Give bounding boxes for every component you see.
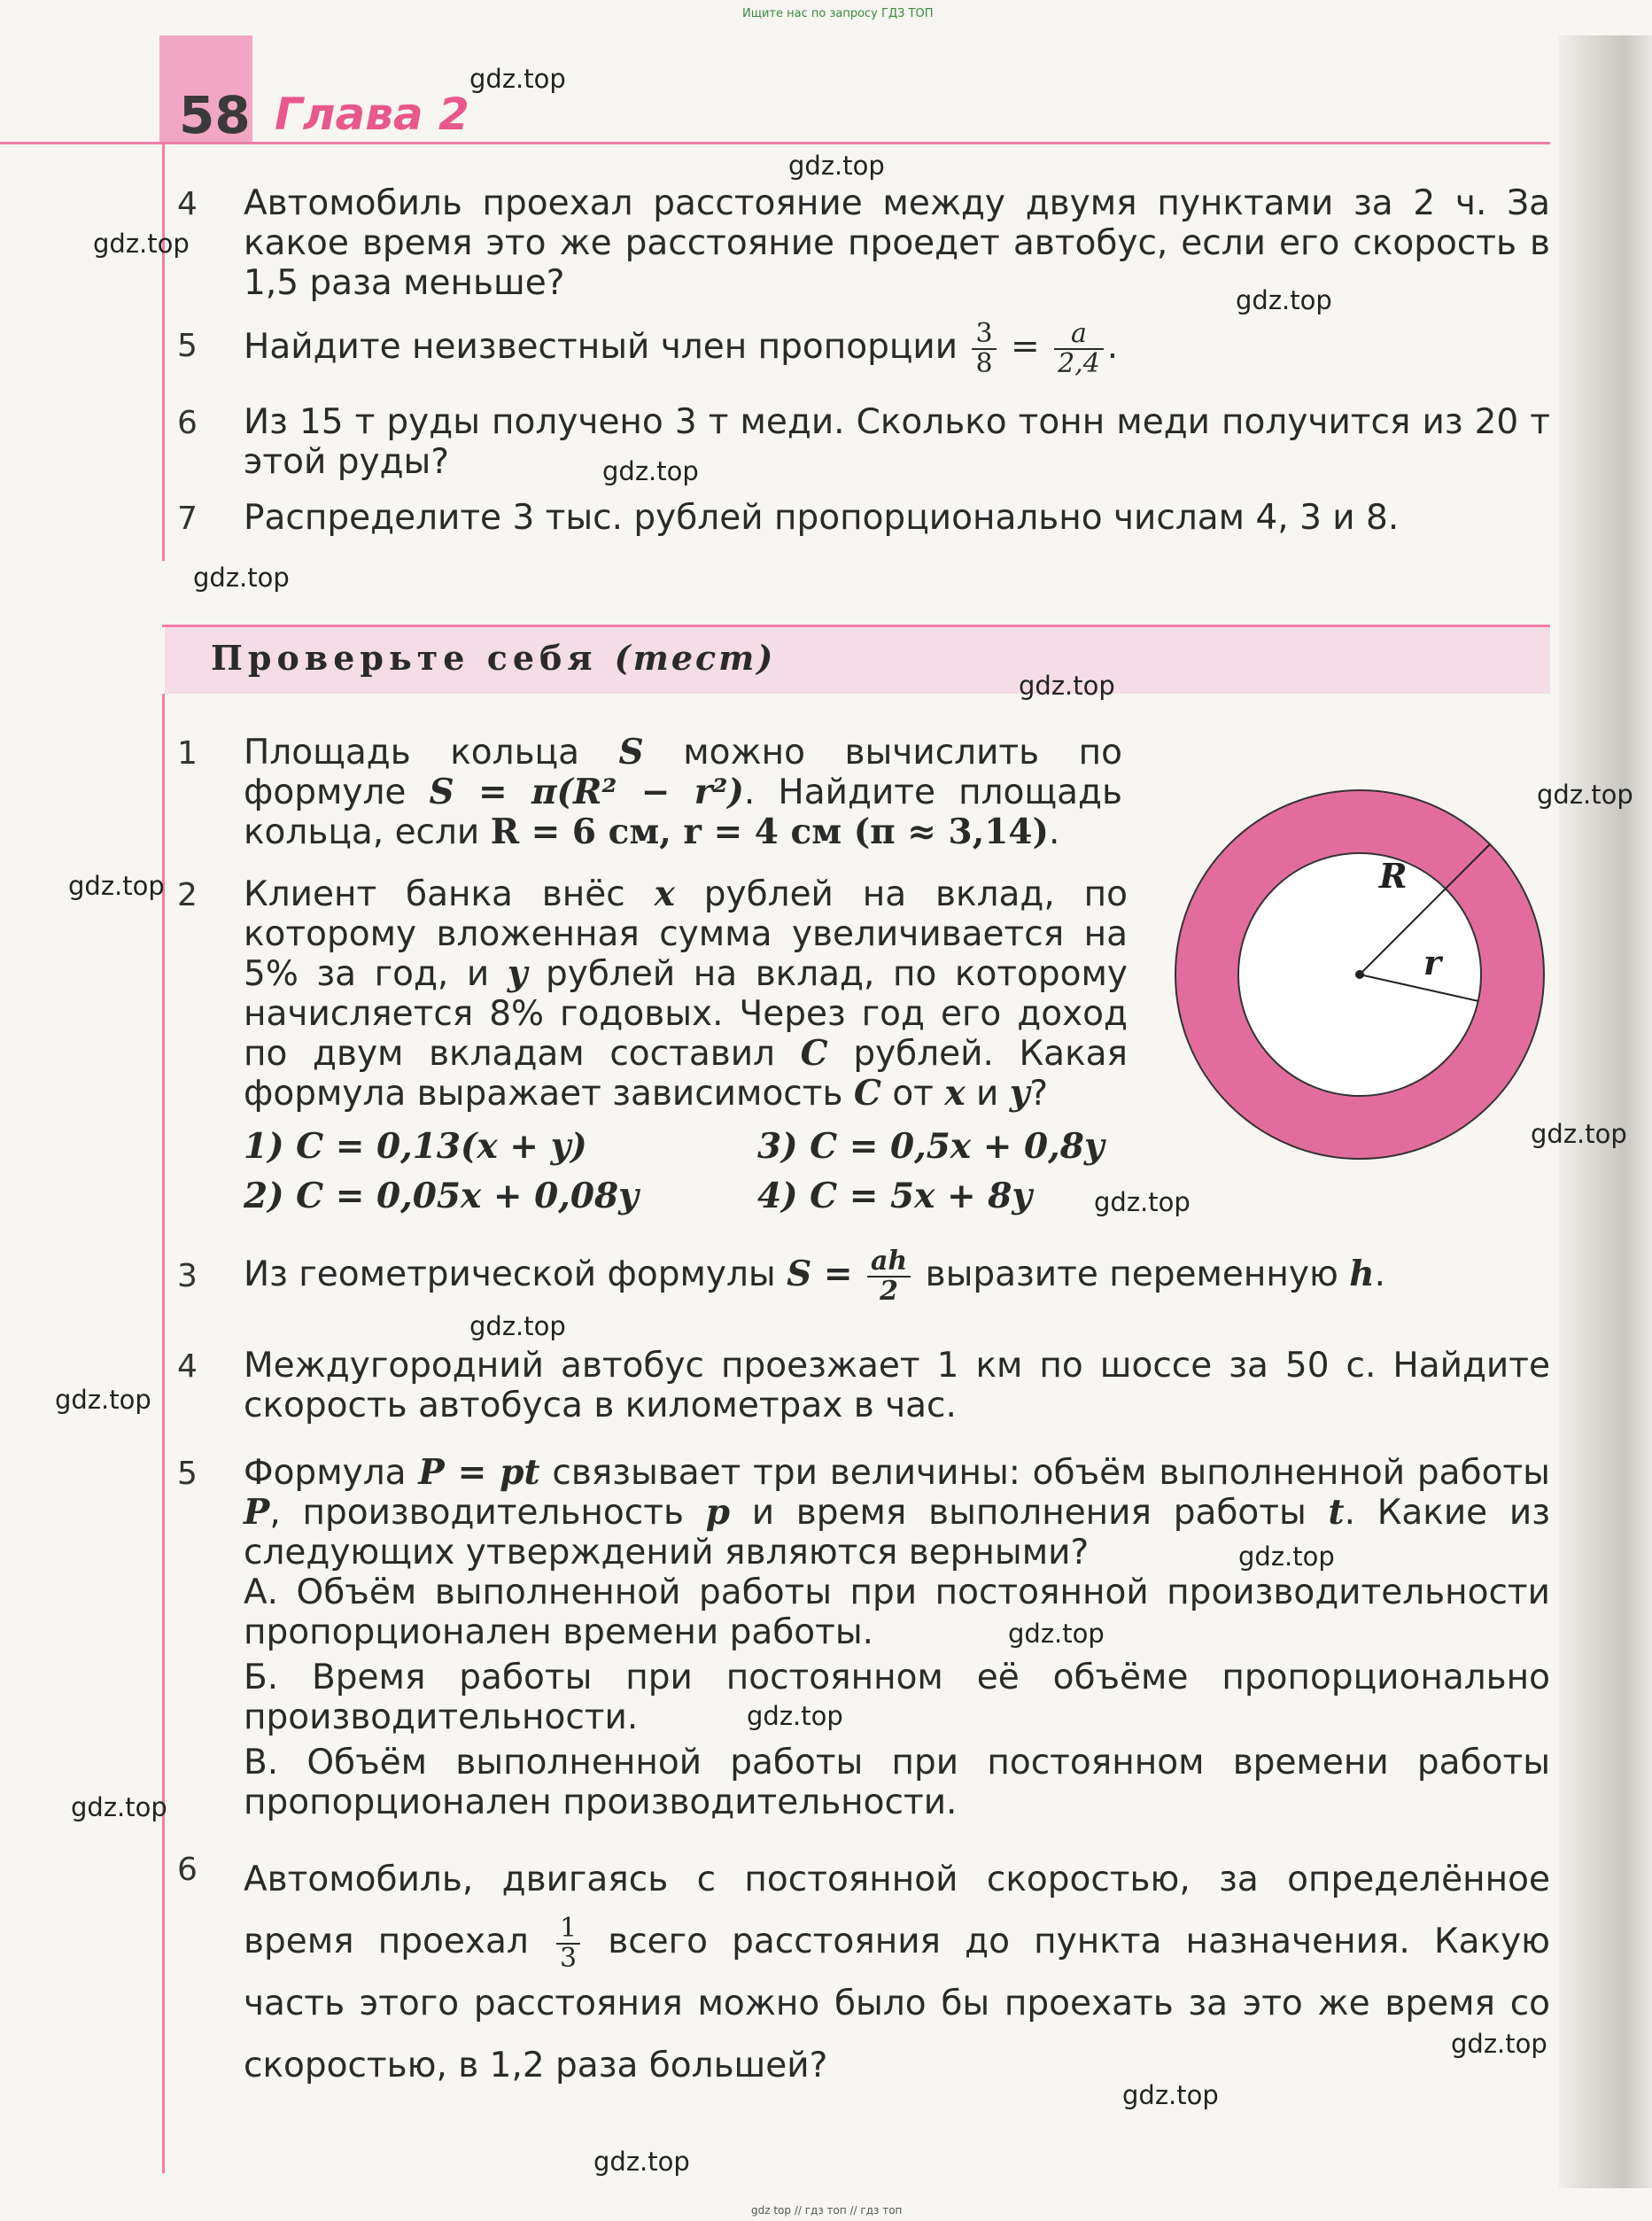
watermark: gdz.top bbox=[469, 1311, 566, 1341]
text-part: можно вычислить по формуле bbox=[244, 733, 1122, 812]
test-question-3 bbox=[244, 1239, 1550, 1310]
given-values: R = 6 см, r = 4 см (π ≈ 3,14) bbox=[490, 812, 1049, 852]
variable: S bbox=[618, 732, 644, 773]
variable: x bbox=[654, 874, 675, 914]
answer-option: 1) C = 0,13(x + y) bbox=[244, 1126, 587, 1167]
variable: p bbox=[705, 1492, 730, 1533]
text-part: выразите переменную bbox=[925, 1254, 1338, 1294]
fraction-numerator: 3 bbox=[972, 320, 996, 350]
item-number: 5 bbox=[177, 328, 198, 364]
text-part: Формула bbox=[244, 1453, 407, 1493]
exercise-text: Распределите 3 тыс. рублей пропорционально числам 4, 3 и 8. bbox=[244, 498, 1400, 538]
text-part: Из геометрической формулы bbox=[244, 1254, 776, 1294]
section-title-main: Проверьте себя bbox=[211, 638, 598, 678]
watermark: gdz.top bbox=[193, 563, 290, 593]
formula: P = pt bbox=[418, 1452, 540, 1493]
item-number: 1 bbox=[177, 735, 198, 772]
ring-figure bbox=[1174, 788, 1546, 1161]
fraction bbox=[556, 1914, 580, 1973]
punctuation: . bbox=[1049, 812, 1060, 852]
text-part: рублей. Какая формула выражает зависимость bbox=[244, 1034, 1128, 1114]
answer-option: 2) C = 0,05x + 0,08y bbox=[244, 1176, 639, 1216]
page-number: 58 bbox=[179, 85, 251, 145]
watermark: gdz.top bbox=[1122, 2080, 1219, 2110]
text-part: связывает три величины: объём выполненной работы bbox=[552, 1453, 1550, 1493]
test-question-6 bbox=[244, 1849, 1550, 2097]
label-r: r bbox=[1423, 943, 1442, 982]
watermark: gdz.top bbox=[1238, 1541, 1335, 1572]
punctuation: . bbox=[1106, 327, 1119, 367]
fraction bbox=[972, 317, 996, 379]
fraction bbox=[1054, 317, 1104, 379]
bottom-note: gdz top // гдз топ // гдз топ bbox=[751, 2204, 903, 2217]
text-part: Клиент банка внёс bbox=[244, 874, 625, 914]
fraction-numerator: ah bbox=[867, 1247, 911, 1277]
variable: x bbox=[944, 1073, 966, 1114]
exercise-text: Из 15 т руды получено 3 т меди. Сколько тонн меди получится из 20 т этой руды? bbox=[244, 402, 1550, 482]
answer-option: 4) C = 5x + 8y bbox=[757, 1176, 1033, 1216]
test-question-5 bbox=[244, 1453, 1550, 1573]
watermark: gdz.top bbox=[93, 229, 190, 259]
equals-sign: = bbox=[1010, 327, 1040, 367]
variable: P bbox=[244, 1492, 270, 1533]
variable: C bbox=[800, 1033, 828, 1074]
variable: t bbox=[1328, 1492, 1345, 1533]
item-number: 4 bbox=[177, 1348, 198, 1385]
watermark: gdz.top bbox=[1531, 1119, 1627, 1149]
text-part: . Найдите площадь кольца, если bbox=[244, 773, 1122, 852]
text-part: , производительность bbox=[269, 1493, 684, 1533]
text-part: Автомобиль, двигаясь с постоянной скоростью, за определённое время проехал bbox=[244, 1860, 1550, 1961]
fraction-denominator: 2 bbox=[880, 1275, 899, 1307]
test-question-1 bbox=[244, 733, 1122, 852]
variable: h bbox=[1349, 1254, 1375, 1294]
watermark: gdz.top bbox=[602, 456, 699, 486]
statement-b: Б. Время работы при постоянном её объёме пропорционально производительности. bbox=[244, 1658, 1550, 1737]
fraction-denominator: 2,4 bbox=[1058, 347, 1100, 379]
watermark: gdz.top bbox=[593, 2147, 690, 2177]
center-point bbox=[1355, 970, 1364, 979]
fraction bbox=[867, 1247, 911, 1306]
punctuation: . bbox=[1374, 1254, 1385, 1294]
exercise-text: Автомобиль проехал расстояние между двумя пунктами за 2 ч. За какое время это же расстояние проедет автобус, если его скорость в 1,5 раза меньше? bbox=[244, 183, 1550, 303]
watermark: gdz.top bbox=[1451, 2029, 1547, 2059]
item-number: 6 bbox=[177, 405, 198, 441]
watermark: gdz.top bbox=[68, 871, 165, 901]
fraction-numerator: a bbox=[1054, 320, 1104, 350]
text-part: рублей на вклад, по которому начисляется 8% годовых. Через год его доход по двум вкладам составил bbox=[244, 954, 1128, 1074]
item-number: 6 bbox=[177, 1852, 198, 1888]
text-part: всего расстояния до пункта назначения. Какую часть этого расстояния можно было бы проехать за это же время со скоростью, в 1,2 раза большей? bbox=[244, 1922, 1551, 2085]
punctuation: ? bbox=[1029, 1074, 1049, 1114]
section-title bbox=[211, 638, 775, 678]
item-number: 5 bbox=[177, 1456, 198, 1492]
formula-lhs: S = bbox=[787, 1254, 853, 1294]
statement-a: А. Объём выполненной работы при постоянной производительности пропорционален времени работы. bbox=[244, 1573, 1550, 1652]
answer-option: 3) C = 0,5x + 0,8y bbox=[757, 1126, 1105, 1167]
text-part: и bbox=[975, 1074, 999, 1114]
text-part: рублей на вклад, по которому вложенная сумма увеличивается на 5% за год, и bbox=[244, 874, 1128, 994]
text-part: Площадь кольца bbox=[244, 733, 579, 773]
section-title-paren: (тест) bbox=[614, 638, 776, 678]
page-binding-shadow bbox=[1559, 35, 1652, 2188]
watermark: gdz.top bbox=[55, 1385, 151, 1415]
fraction-numerator: 1 bbox=[556, 1914, 580, 1945]
left-margin-rule bbox=[162, 694, 165, 2173]
label-R: R bbox=[1379, 856, 1408, 896]
watermark: gdz.top bbox=[71, 1792, 167, 1822]
test-question-4: Междугородний автобус проезжает 1 км по шоссе за 50 с. Найдите скорость автобуса в километрах в час. bbox=[244, 1346, 1550, 1425]
watermark: gdz.top bbox=[1008, 1619, 1105, 1649]
statement-c: В. Объём выполненной работы при постоянном времени работы пропорционален производительности. bbox=[244, 1743, 1550, 1822]
watermark: gdz.top bbox=[788, 151, 885, 181]
text-part: и время выполнения работы bbox=[751, 1493, 1307, 1533]
watermark: gdz.top bbox=[1019, 671, 1115, 701]
watermark: gdz.top bbox=[1236, 285, 1332, 315]
test-question-2 bbox=[244, 874, 1128, 1114]
chapter-title: Глава 2 bbox=[275, 89, 469, 140]
variable: y bbox=[507, 953, 528, 994]
exercise-text-part: Найдите неизвестный член пропорции bbox=[244, 327, 958, 367]
item-number: 7 bbox=[177, 501, 198, 537]
variable: y bbox=[1009, 1073, 1030, 1114]
left-margin-rule bbox=[162, 144, 165, 561]
formula: S = π(R² − r²) bbox=[429, 772, 744, 812]
variable: C bbox=[853, 1073, 881, 1114]
watermark: gdz.top bbox=[469, 64, 566, 94]
text-part: от bbox=[892, 1074, 934, 1114]
watermark: gdz.top bbox=[1537, 780, 1633, 810]
item-number: 4 bbox=[177, 186, 198, 222]
item-number: 2 bbox=[177, 877, 198, 913]
watermark: gdz.top bbox=[747, 1701, 843, 1731]
exercise-text bbox=[244, 312, 1550, 383]
fraction-denominator: 8 bbox=[975, 347, 993, 379]
item-number: 3 bbox=[177, 1258, 198, 1294]
watermark: gdz.top bbox=[1094, 1187, 1191, 1217]
text-part: . Какие из следующих утверждений являются верными? bbox=[244, 1493, 1550, 1573]
top-note: Ищите нас по запросу ГДЗ ТОП bbox=[742, 7, 934, 20]
fraction-denominator: 3 bbox=[559, 1942, 578, 1974]
